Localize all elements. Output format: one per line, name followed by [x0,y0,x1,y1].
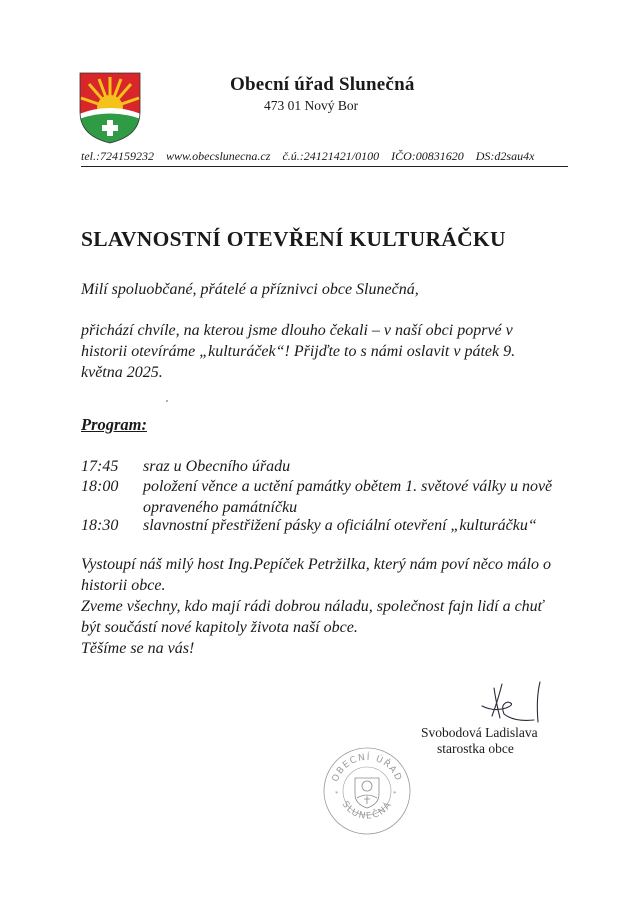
program-time: 18:30 [81,517,119,534]
contact-line [81,149,568,167]
program-title: Program: [81,415,147,434]
program-item [81,476,601,518]
svg-text:*: * [393,790,397,798]
closing-invite: Zveme všechny, kdo mají rádi dobrou náladu, společnost fajn lidí a chuť být součástí nové kapitoly života naší obce. [81,598,544,636]
program-time: 17:45 [81,458,119,475]
closing-guest: Vystoupí náš milý host Ing.Pepíček Petržilka, který nám poví něco málo o historii obce. [81,556,551,594]
contact-account: č.ú.:24121421/0100 [282,149,380,163]
contact-tel: tel.:724159232 [81,149,154,163]
contact-ds: DS:d2sau4x [475,149,535,163]
closing-farewell: Těšíme se na vás! [81,640,195,657]
org-address: 473 01 Nový Bor [264,98,359,113]
signatory-name: Svobodová Ladislava [421,725,538,740]
contact-web: www.obecslunecna.cz [166,149,271,163]
org-name: Obecní úřad Slunečná [230,74,415,95]
handwritten-signature-icon [474,678,554,726]
program-time: 18:00 [81,478,119,495]
program-text: slavnostní přestřižení pásky a oficiální otevření „kulturáčku“ [143,517,537,534]
stamp-text-bottom: SLUNEČNÁ [339,799,395,822]
signatory-role: starostka obce [437,741,514,756]
svg-text:*: * [335,790,339,798]
document-title: SLAVNOSTNÍ OTEVŘENÍ KULTURÁČKU [81,227,506,251]
program-text: sraz u Obecního úřadu [143,458,291,475]
program-text: položení věnce a uctění památky obětem 1. světové války u nově opraveného památníčku [143,478,553,516]
program-item [81,456,601,477]
official-stamp-icon [322,746,412,836]
contact-ico: IČO:00831620 [391,149,464,163]
stamp-text-top: OBECNÍ ÚŘAD [330,752,404,784]
municipal-crest-icon [79,72,141,144]
program-item [81,515,601,536]
greeting: Milí spoluobčané, přátelé a příznivci obce Slunečná, [81,281,419,298]
closing-paragraph [81,554,551,659]
scan-speck [166,400,168,402]
intro-paragraph: přichází chvíle, na kterou jsme dlouho čekali – v naší obci poprvé v historii otevíráme „kulturáček“! Přijďte to s námi oslavit v pátek 9. května 2025. [81,322,516,381]
